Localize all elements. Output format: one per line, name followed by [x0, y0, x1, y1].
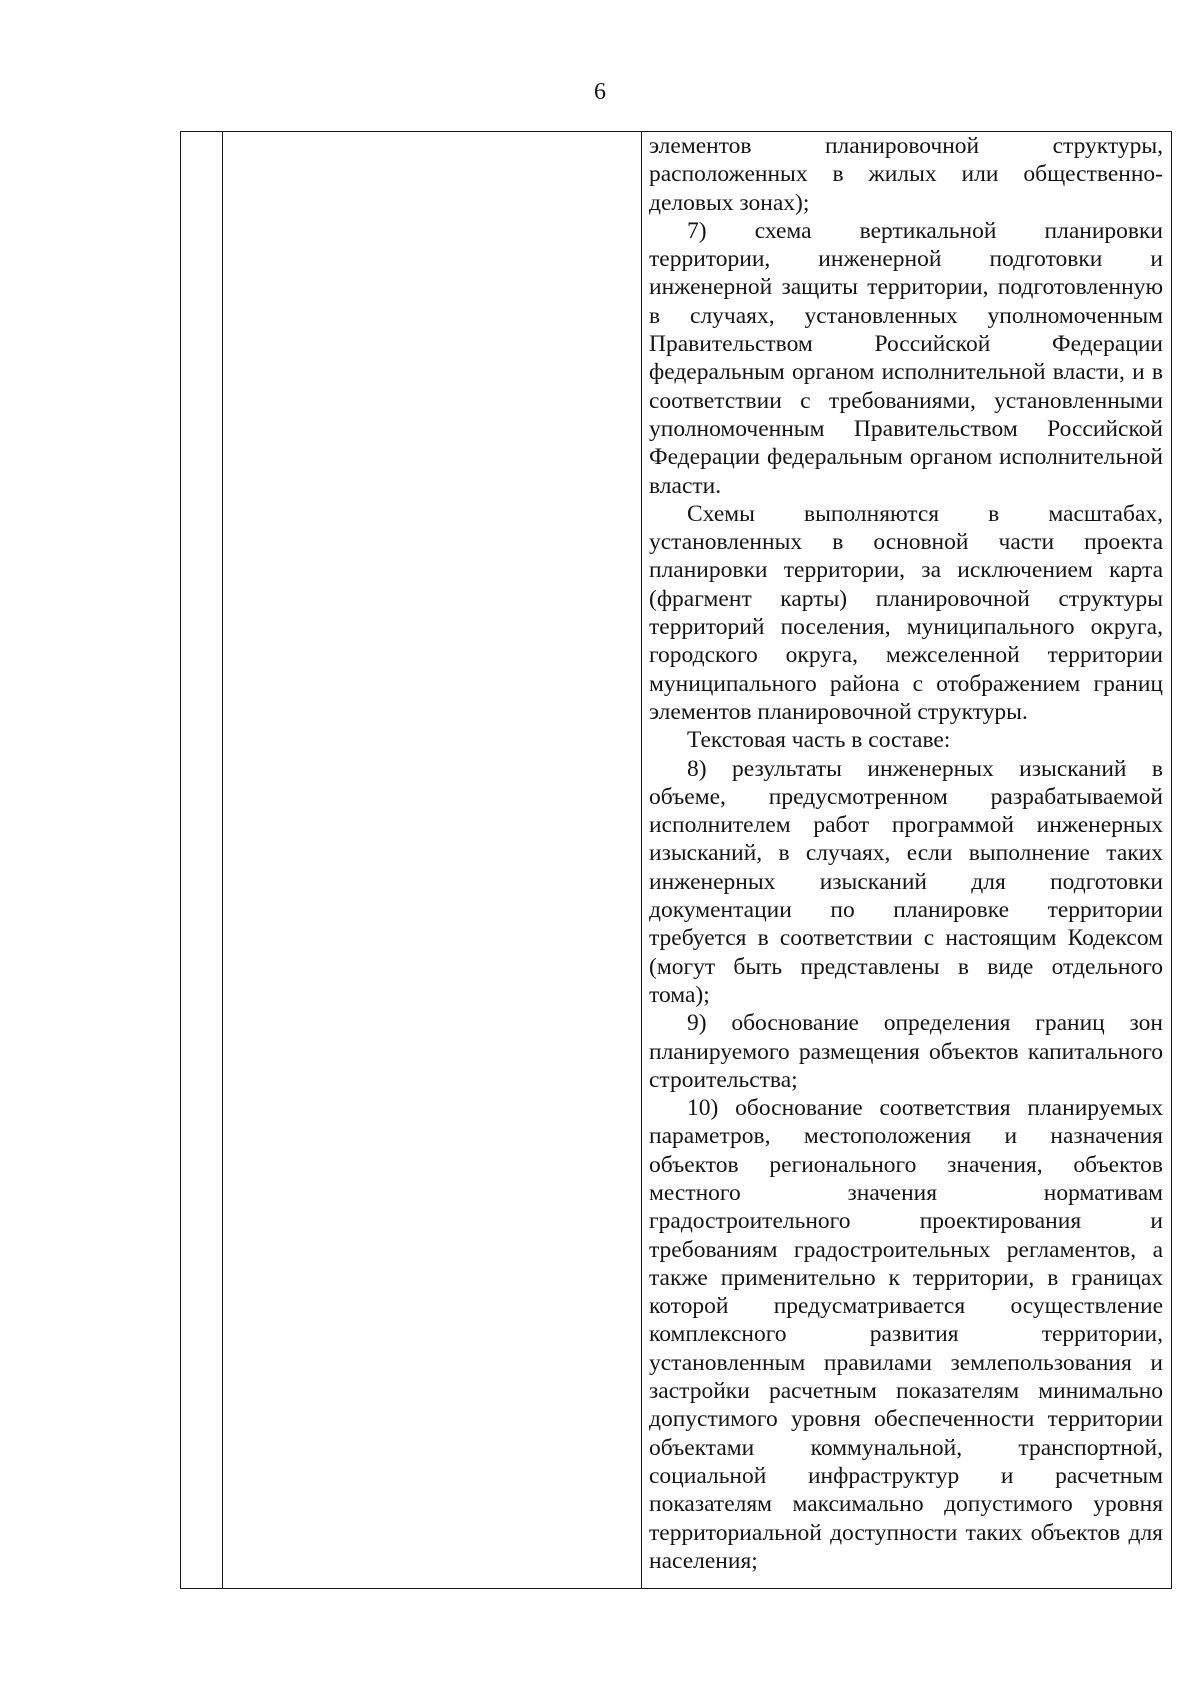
paragraph-item-8: 8) результаты инженерных изысканий в объеме, предусмотренном разрабатываемой исполнителем работ программой инженерных изысканий, в случаях, если выполнение таких инженерных изысканий для подготовки документации по планировке территории требуется в соответствии с настоящим Кодексом (могут быть представлены в виде отдельного тома); — [649, 755, 1163, 1008]
document-table — [180, 131, 1172, 1589]
table-column-divider — [641, 132, 642, 1588]
table-cell-content — [649, 132, 1163, 1575]
paragraph-continuation: элементов планировочной структуры, расположенных в жилых или общественно-деловых зонах); — [649, 133, 1163, 216]
paragraph-text-part: Текстовая часть в составе: — [687, 727, 951, 754]
page-number: 6 — [594, 79, 606, 105]
table-column-divider — [222, 132, 223, 1588]
paragraph-item-10: 10) обоснование соответствия планируемых параметров, местоположения и назначения объектов регионального значения, объектов местного значения нормативам градостроительного проектирования и требованиям градостроительных регламентов, а также применительно к территории, в границах которой предусматривается осуществление комплексного развития территории, установленным правилами землепользования и застройки расчетным показателям минимально допустимого уровня обеспеченности территории объектами коммунальной, транспортной, социальной инфраструктур и расчетным показателям максимально допустимого уровня территориальной доступности таких объектов для населения; — [649, 1095, 1163, 1574]
paragraph-item-9: 9) обоснование определения границ зон планируемого размещения объектов капитального строительства; — [649, 1010, 1163, 1093]
paragraph-schemes: Схемы выполняются в масштабах, установленных в основной части проекта планировки территории, за исключением карта (фрагмент карты) планировочной структуры территорий поселения, муниципального округа, городского округа, межселенной территории муниципального района с отображением границ элементов планировочной структуры. — [649, 500, 1163, 725]
paragraph-item-7: 7) схема вертикальной планировки территории, инженерной подготовки и инженерной защиты территории, подготовленную в случаях, установленных уполномоченным Правительством Российской Федерации федеральным органом исполнительной власти, и в соответствии с требованиями, установленными уполномоченным Правительством Российской Федерации федеральным органом исполнительной власти. — [649, 217, 1163, 499]
